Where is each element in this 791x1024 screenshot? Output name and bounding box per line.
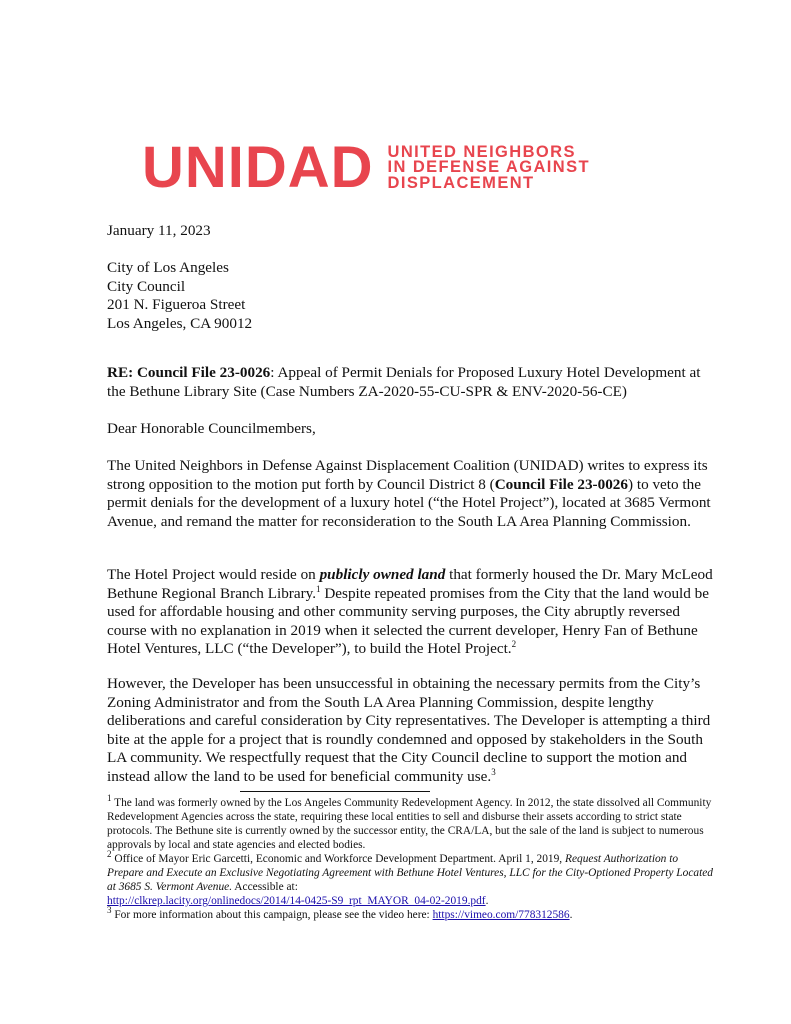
recipient-line-1: City of Los Angeles xyxy=(107,259,229,276)
council-file-ref: Council File 23-0026 xyxy=(494,475,628,493)
paragraph-3 xyxy=(107,675,717,786)
paragraph-1 xyxy=(107,457,717,531)
footnote-1-number: 1 xyxy=(107,793,112,804)
footnote-1-text: The land was formerly owned by the Los Angeles Community Redevelopment Agency. In 2012, the state dissolved all Community Redevelopment Agencies across the state, requiring these local entities to sell and disburse their assets according to strict state protocols. The Bethune site is currently owned by the successor entity, the CRA/LA, but the sale of the land is subject to numerous approvals by local and state agencies and elected bodies. xyxy=(107,797,712,851)
re-text-2: the Bethune Library Site (Case Numbers ZA-2020-55-CU-SPR & ENV-2020-56-CE) xyxy=(107,382,627,400)
vimeo-video-link[interactable]: https://vimeo.com/778312586 xyxy=(432,909,570,921)
paragraph-2 xyxy=(107,566,717,659)
logo-tagline-line-3: DISPLACEMENT xyxy=(387,173,535,192)
re-label: RE: Council File 23-0026 xyxy=(107,364,271,381)
footnote-ref-3[interactable]: 3 xyxy=(491,766,496,777)
footnote-ref-1[interactable]: 1 xyxy=(316,583,321,594)
mayor-report-link[interactable]: http://clkrep.lacity.org/onlinedocs/2014/14-0425-S9_rpt_MAYOR_04-02-2019.pdf xyxy=(107,895,486,907)
recipient-address xyxy=(107,259,717,333)
unidad-logo xyxy=(142,135,590,200)
footnote-3 xyxy=(107,905,717,922)
letter-date: January 11, 2023 xyxy=(107,222,211,239)
paragraph-3-text: However, the Developer has been unsuccessful in obtaining the necessary permits from the City’s Zoning Administrator and from the South LA Area Planning Commission, despite lengthy deliberations and careful consideration by City representatives. The Developer is attempting a third bite at the apple for a project that is roundly condemned and opposed by stakeholders in the South LA community. We respectfully request that the City Council decline to support the motion and instead allow the land to be used for beneficial community use. xyxy=(107,675,711,785)
logo-tagline-line-1: UNITED NEIGHBORS xyxy=(387,142,576,161)
recipient-line-2: City Council xyxy=(107,277,186,295)
footnote-ref-2[interactable]: 2 xyxy=(511,638,517,649)
re-text-1: : Appeal of Permit Denials for Proposed Luxury Hotel Development at xyxy=(270,364,701,381)
footnote-3-end: . xyxy=(569,909,573,921)
footnote-2-text: Office of Mayor Eric Garcetti, Economic and Workforce Development Department. April 1, 2019, xyxy=(111,853,566,865)
paragraph-2-text-a: The Hotel Project would reside on xyxy=(107,566,320,583)
logo-tagline-line-2: IN DEFENSE AGAINST xyxy=(387,158,590,177)
paragraph-1-text-a: The United Neighbors in Defense Against Displacement Coalition (UNIDAD) writes to express its strong opposition to the motion put forth by Council District 8 ( xyxy=(107,457,708,493)
footnote-2-accessible: Accessible at: xyxy=(232,881,298,893)
salutation: Dear Honorable Councilmembers, xyxy=(107,420,316,437)
publicly-owned-land-emphasis: publicly owned land xyxy=(319,566,446,583)
footnote-2-title: Request Authorization to Prepare and Execute an Exclusive Negotiating Agreement with Bethune Hotel Ventures, LLC for the City-Optioned Property Located at 3685 S. Vermont Avenue. xyxy=(107,853,714,893)
footnotes xyxy=(107,793,717,922)
recipient-line-4: Los Angeles, CA 90012 xyxy=(107,314,253,332)
paragraph-1-text-b: ) to veto the permit denials for the development of a luxury hotel (“the Hotel Project”), located at 3685 Vermont Avenue, and remand the matter for reconsideration to the South LA Area Planning Commission. xyxy=(107,475,711,530)
footnote-2 xyxy=(107,849,717,908)
footnote-2-end: . xyxy=(485,895,489,907)
logo-tagline xyxy=(387,142,590,192)
recipient-line-3: 201 N. Figueroa Street xyxy=(107,296,246,313)
footnote-3-number: 3 xyxy=(107,905,112,916)
paragraph-2-text-c: Despite repeated promises from the City that the land would be used for affordable housing and other community serving purposes, the City abruptly reversed course with no explanation in 2019 when it selected the current developer, Henry Fan of Bethune Hotel Ventures, LLC (“the Developer”), to build the Hotel Project. xyxy=(107,584,709,657)
footnote-divider xyxy=(240,791,430,792)
footnote-3-text: For more information about this campaign, please see the video here: xyxy=(111,909,433,921)
paragraph-2-text-b: that formerly housed the Dr. Mary McLeod Bethune Regional Branch Library. xyxy=(107,566,713,602)
re-line xyxy=(107,364,717,401)
logo-wordmark: UNIDAD xyxy=(142,135,374,200)
footnote-2-number: 2 xyxy=(107,849,112,860)
footnote-1 xyxy=(107,793,717,852)
